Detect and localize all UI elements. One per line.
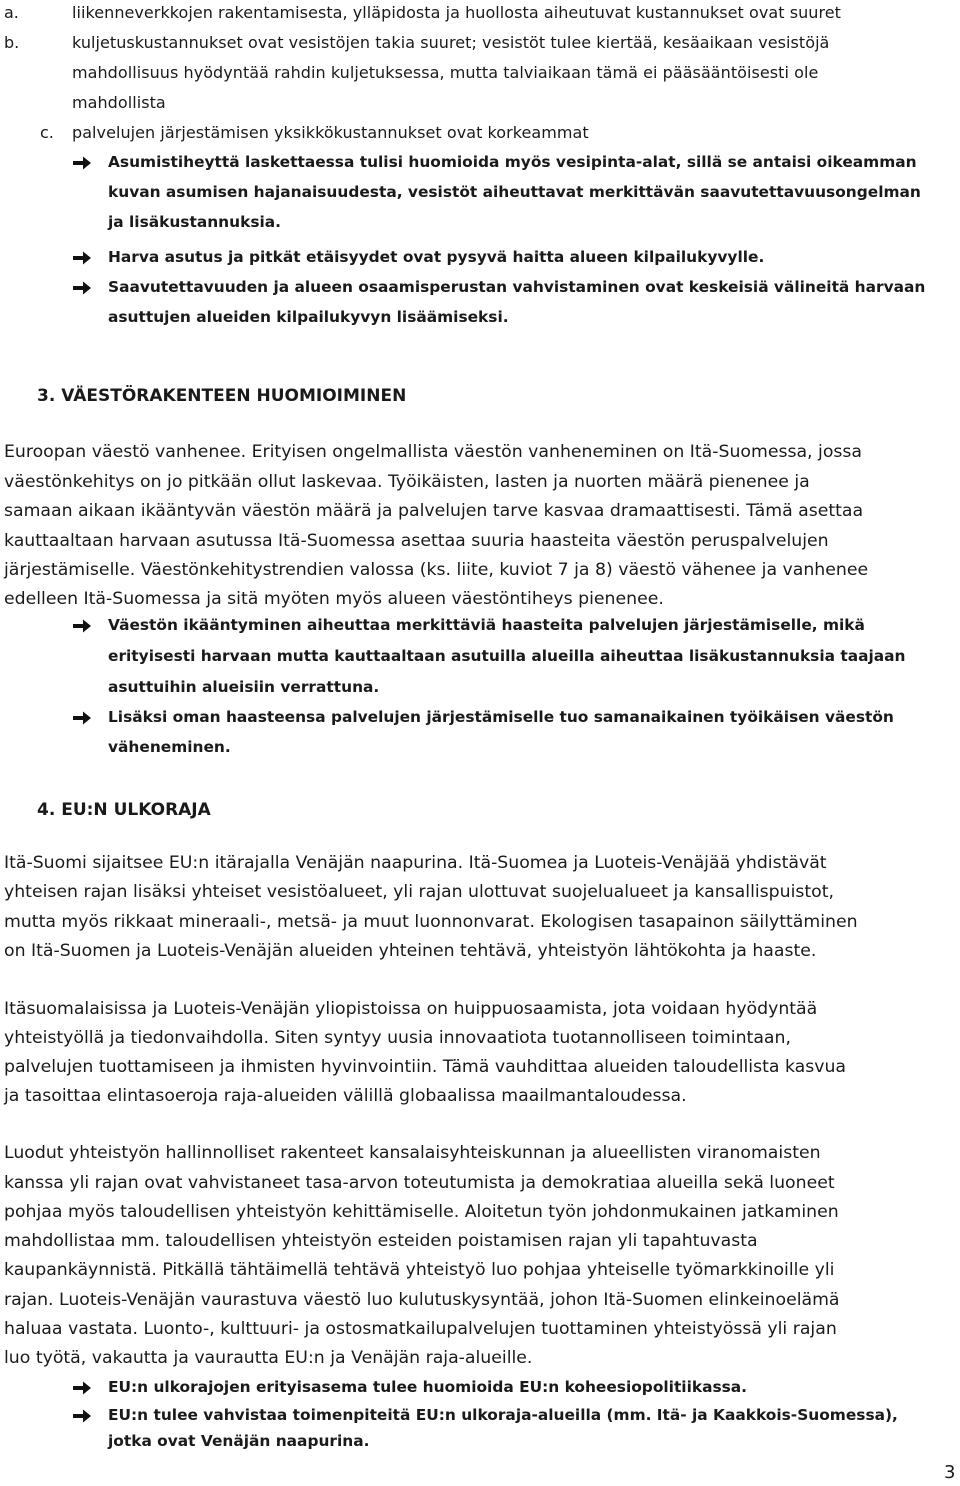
right-arrow-icon [72,1408,92,1424]
section-4-p1-line-4: on Itä-Suomen ja Luoteis-Venäjän alueiden yhteinen tehtävä, yhteistyön lähtökohta ja haaste. [4,941,817,961]
list-item-b-line-3: mahdollista [72,93,166,112]
section-4-p3-line-5: kaupankäynnistä. Pitkällä tähtäimellä tehtävä yhteistyö luo pohjaa yhteiselle työmarkkinoille yli [4,1260,835,1280]
section-4-p3-line-3: pohjaa myös taloudellisen yhteistyön kehittämiselle. Aloitetun työn johdonmukainen jatkaminen [4,1202,839,1222]
list-point-3-line-2: asuttujen alueiden kilpailukyvyn lisäämiseksi. [108,308,509,326]
section-3-point-1-line-2: erityisesti harvaan mutta kauttaaltaan asutuilla alueilla aiheuttaa lisäkustannuksia taajaan [108,647,906,665]
section-4-p3-line-6: rajan. Luoteis-Venäjän vaurastuva väestö luo kulutuskysyntää, johon Itä-Suomen elinkeinoelämä [4,1290,840,1310]
section-4-p2-line-3: palvelujen tuottamiseen ja ihmisten hyvinvointiin. Tämä vauhdittaa alueiden taloudellista kasvua [4,1057,847,1077]
section-3-heading: 3. VÄESTÖRAKENTEEN HUOMIOIMINEN [37,386,407,406]
section-4-point-2-line-1: EU:n tulee vahvistaa toimenpiteitä EU:n ulkoraja-alueilla (mm. Itä- ja Kaakkois-Suomessa), [108,1406,898,1424]
list-point-1-line-1: Asumistiheyttä laskettaessa tulisi huomioida myös vesipinta-alat, sillä se antaisi oikeamman [108,153,917,171]
right-arrow-icon [72,250,92,266]
list-item-b-line-1: kuljetuskustannukset ovat vesistöjen takia suuret; vesistöt tulee kiertää, kesäaikaan vesistöjä [72,33,830,52]
section-4-p2-line-2: yhteistyöllä ja tiedonvaihdolla. Siten syntyy uusia innovaatiota tuotannolliseen toimintaan, [4,1028,791,1048]
section-3-point-1-line-3: asuttuihin alueisiin verrattuna. [108,678,380,696]
list-marker-a: a. [4,3,19,22]
section-3-paragraph-line-5: järjestämiselle. Väestönkehitystrendien valossa (ks. liite, kuviot 7 ja 8) väestö vähenee ja vanhenee [4,560,869,580]
section-4-p2-line-4: ja tasoittaa elintasoeroja raja-alueiden välillä globaalissa maailmantaloudessa. [4,1086,687,1106]
section-4-p1-line-2: yhteisen rajan lisäksi yhteiset vesistöalueet, yli rajan ulottuvat suojelualueet ja kansallispuistot, [4,882,835,902]
list-item-b-line-2: mahdollisuus hyödyntää rahdin kuljetuksessa, mutta talviaikaan tämä ei pääsääntöisesti ole [72,63,819,82]
section-4-p3-line-7: haluaa vastata. Luonto-, kulttuuri- ja ostosmatkailupalvelujen tuottaminen yhteistyössä yli rajan [4,1319,837,1339]
section-3-point-1-line-1: Väestön ikääntyminen aiheuttaa merkittäviä haasteita palvelujen järjestämiselle, mikä [108,616,865,634]
section-3-paragraph-line-1: Euroopan väestö vanhenee. Erityisen ongelmallista väestön vanheneminen on Itä-Suomessa, jossa [4,442,863,462]
section-4-point-1-line-1: EU:n ulkorajojen erityisasema tulee huomioida EU:n koheesiopolitiikassa. [108,1378,748,1396]
section-3-point-2-line-1: Lisäksi oman haasteensa palvelujen järjestämiselle tuo samanaikainen työikäisen väestön [108,708,894,726]
section-4-p1-line-1: Itä-Suomi sijaitsee EU:n itärajalla Venäjän naapurina. Itä-Suomea ja Luoteis-Venäjää yhdistävät [4,853,827,873]
list-marker-c: c. [40,123,54,142]
right-arrow-icon [72,618,92,634]
list-item-a-line-1: liikenneverkkojen rakentamisesta, ylläpidosta ja huollosta aiheutuvat kustannukset ovat suuret [72,3,841,22]
section-4-point-2-line-2: jotka ovat Venäjän naapurina. [108,1432,370,1450]
list-point-3-line-1: Saavutettavuuden ja alueen osaamisperustan vahvistaminen ovat keskeisiä välineitä harvaan [108,278,926,296]
section-3-paragraph-line-4: kauttaaltaan harvaan asutussa Itä-Suomessa asettaa suuria haasteita väestön peruspalvelujen [4,531,829,551]
section-3-paragraph-line-3: samaan aikaan ikääntyvän väestön määrä ja palvelujen tarve kasvaa dramaattisesti. Tämä asettaa [4,501,864,521]
list-point-1-line-3: ja lisäkustannuksia. [108,213,281,231]
section-4-p3-line-1: Luodut yhteistyön hallinnolliset rakenteet kansalaisyhteiskunnan ja alueellisten viranomaisten [4,1143,821,1163]
right-arrow-icon [72,155,92,171]
right-arrow-icon [72,280,92,296]
section-4-p2-line-1: Itäsuomalaisissa ja Luoteis-Venäjän yliopistoissa on huippuosaamista, jota voidaan hyödyntää [4,999,818,1019]
section-4-p3-line-8: luo työtä, vakautta ja vaurautta EU:n ja Venäjän raja-alueille. [4,1348,533,1368]
list-marker-b: b. [4,33,20,52]
section-4-p3-line-2: kanssa yli rajan ovat vahvistaneet tasa-arvon toteutumista ja demokratiaa alueilla sekä luoneet [4,1173,835,1193]
list-item-c-line-1: palvelujen järjestämisen yksikkökustannukset ovat korkeammat [72,123,589,142]
section-4-heading: 4. EU:N ULKORAJA [37,800,211,820]
page-number: 3 [944,1462,956,1483]
section-4-p3-line-4: mahdollistaa mm. taloudellisen yhteistyön esteiden poistamisen rajan yli tapahtuvasta [4,1231,758,1251]
section-3-paragraph-line-6: edelleen Itä-Suomessa ja sitä myöten myös alueen väestöntiheys pienenee. [4,589,664,609]
right-arrow-icon [72,1380,92,1396]
list-point-1-line-2: kuvan asumisen hajanaisuudesta, vesistöt aiheuttavat merkittävän saavutettavuusongelman [108,183,921,201]
list-point-2-line-1: Harva asutus ja pitkät etäisyydet ovat pysyvä haitta alueen kilpailukyvylle. [108,248,765,266]
section-3-paragraph-line-2: väestönkehitys on jo pitkään ollut laskevaa. Työikäisten, lasten ja nuorten määrä pienenee ja [4,472,810,492]
section-4-p1-line-3: mutta myös rikkaat mineraali-, metsä- ja muut luonnonvarat. Ekologisen tasapainon säilyttäminen [4,912,858,932]
right-arrow-icon [72,710,92,726]
section-3-point-2-line-2: väheneminen. [108,738,231,756]
